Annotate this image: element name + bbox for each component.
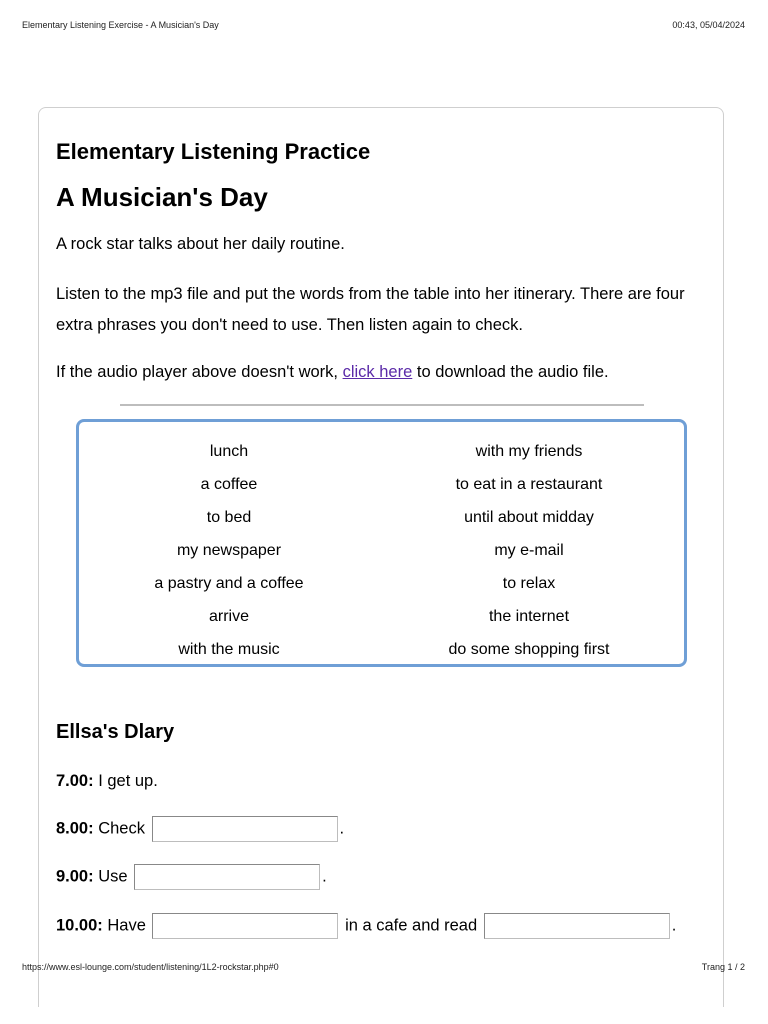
audio-note-after: to download the audio file. bbox=[412, 363, 609, 381]
page-title: A Musician's Day bbox=[56, 182, 268, 212]
print-footer-url: https://www.esl-lounge.com/student/listening/1L2-rockstar.php#0 bbox=[22, 962, 279, 972]
word-item: lunch bbox=[209, 443, 249, 460]
word-bank bbox=[76, 419, 687, 667]
page-subtitle: Elementary Listening Practice bbox=[56, 139, 371, 164]
diary-text: Use bbox=[93, 867, 133, 886]
diary-text: . bbox=[339, 819, 345, 838]
diary-text: I get up. bbox=[93, 772, 158, 790]
word-item: to relax bbox=[502, 575, 556, 592]
diary-text: Have bbox=[102, 916, 151, 935]
diary-text: in a cafe and read bbox=[340, 916, 482, 935]
diary-text: Check bbox=[93, 819, 150, 838]
instructions-text: Listen to the mp3 file and put the words from the table into her itinerary. There are four extra phrases you don't need to use. Then listen again to check. bbox=[56, 285, 685, 334]
diary-line bbox=[56, 913, 676, 939]
word-item: my newspaper bbox=[176, 542, 282, 559]
diary-text: . bbox=[322, 867, 327, 886]
answer-input[interactable] bbox=[152, 816, 338, 842]
print-header bbox=[22, 20, 745, 30]
word-item: with my friends bbox=[475, 443, 583, 460]
print-footer bbox=[22, 962, 745, 972]
diary-time: 8.00: bbox=[56, 819, 94, 838]
diary-time: 9.00: bbox=[56, 867, 94, 886]
diary-line bbox=[56, 864, 327, 890]
content-card bbox=[38, 107, 724, 1007]
answer-input[interactable] bbox=[134, 864, 320, 890]
word-column-right bbox=[379, 435, 679, 666]
diary-time: 7.00: bbox=[56, 772, 94, 790]
diary-line bbox=[56, 772, 158, 791]
word-column-left bbox=[79, 435, 379, 666]
print-footer-page: Trang 1 / 2 bbox=[701, 962, 745, 972]
diary-time: 10.00: bbox=[56, 916, 103, 935]
word-item: to eat in a restaurant bbox=[455, 476, 603, 493]
print-header-title: Elementary Listening Exercise - A Musician's Day bbox=[22, 20, 219, 30]
diary-text: . bbox=[671, 916, 677, 935]
word-item: to bed bbox=[206, 509, 252, 526]
audio-note bbox=[56, 357, 609, 388]
print-header-datetime: 00:43, 05/04/2024 bbox=[672, 20, 745, 30]
word-item: the internet bbox=[488, 608, 570, 625]
audio-note-before: If the audio player above doesn't work, bbox=[56, 363, 343, 381]
word-item: do some shopping first bbox=[448, 641, 610, 658]
diary-heading: Ellsa's Dlary bbox=[56, 721, 175, 743]
download-audio-link[interactable]: click here bbox=[342, 363, 413, 381]
word-item: arrive bbox=[208, 608, 249, 625]
word-item: with the music bbox=[178, 641, 280, 658]
word-item: a coffee bbox=[200, 476, 258, 493]
word-item: my e-mail bbox=[494, 542, 564, 559]
divider bbox=[120, 404, 644, 406]
intro-text: A rock star talks about her daily routine. bbox=[56, 235, 345, 253]
answer-input[interactable] bbox=[152, 913, 338, 939]
word-item: until about midday bbox=[464, 509, 594, 526]
word-item: a pastry and a coffee bbox=[154, 575, 304, 592]
diary-line bbox=[56, 816, 344, 842]
answer-input[interactable] bbox=[484, 913, 670, 939]
